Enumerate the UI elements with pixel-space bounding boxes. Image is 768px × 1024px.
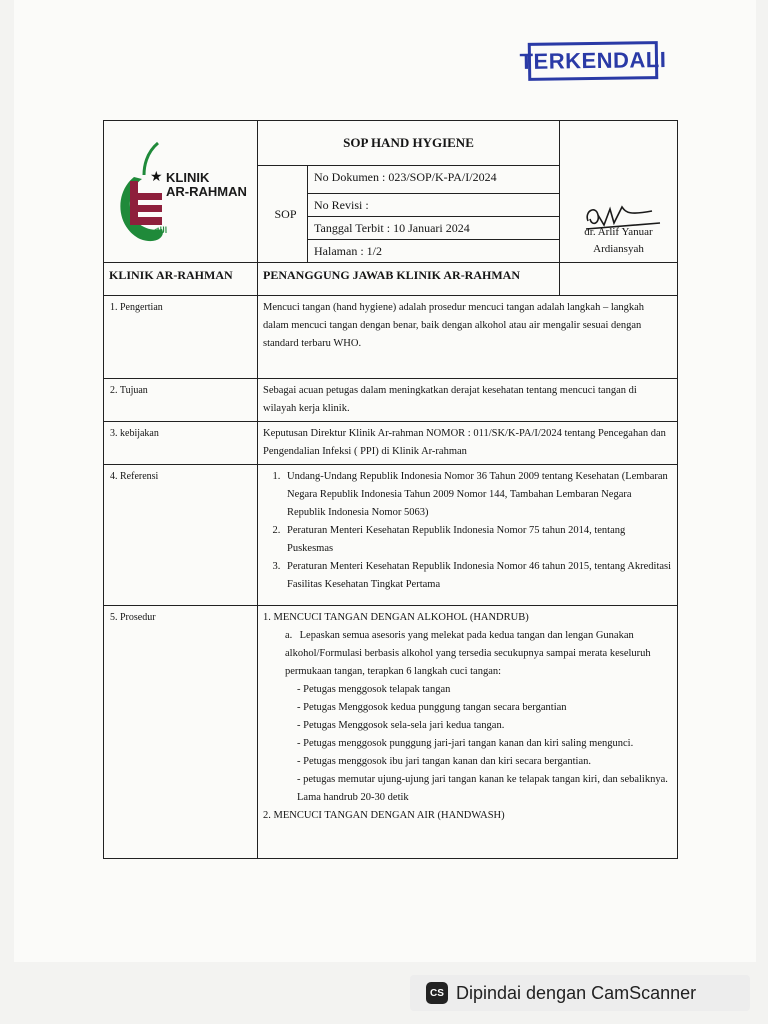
responsible-party: PENANGGUNG JAWAB KLINIK AR-RAHMAN bbox=[258, 263, 560, 296]
svg-text:★: ★ bbox=[150, 169, 163, 185]
camscanner-watermark bbox=[410, 975, 750, 1011]
signer-name: dr. Arlif Yanuar bbox=[584, 226, 653, 238]
logo-cell bbox=[104, 121, 258, 263]
logo-text-line2: AR-RAHMAN bbox=[166, 184, 247, 199]
sop-table bbox=[103, 120, 678, 859]
signature-continuation bbox=[560, 263, 678, 296]
handrub-step: - Petugas menggosok punggung jari-jari tangan kanan dan kiri saling mengunci. bbox=[297, 738, 634, 749]
procedure-step-a bbox=[263, 627, 672, 681]
handrub-step: - Petugas menggosok ibu jari tangan kanan dan kiri secara bergantian. bbox=[297, 756, 592, 767]
section-text-referensi bbox=[258, 465, 678, 606]
clinic-name: KLINIK AR-RAHMAN bbox=[104, 263, 258, 296]
procedure-heading-handwash: 2. MENCUCI TANGAN DENGAN AIR (HANDWASH) bbox=[263, 810, 505, 821]
sop-title: SOP HAND HYGIENE bbox=[258, 121, 560, 166]
signature-cell bbox=[560, 121, 678, 263]
reference-item: 1. Undang-Undang Republik Indonesia Nomor 36 Tahun 2009 tentang Kesehatan (Lembaran Negara Republik Indonesia Tahun 2009 Nomor 144, Tambahan Lembaran Negara Republik Indonesia Nomor 5063) bbox=[283, 468, 672, 522]
section-text-kebijakan: Keputusan Direktur Klinik Ar-rahman NOMOR : 011/SK/K-PA/I/2024 tentang Pencegahan dan Pengendalian Infeksi ( PPI) di Klinik Ar-rahman bbox=[258, 422, 678, 465]
handrub-steps bbox=[263, 681, 672, 807]
issue-date: Tanggal Terbit : 10 Januari 2024 bbox=[308, 217, 560, 240]
procedure-step-a-marker: a. bbox=[285, 630, 293, 641]
camscanner-icon: CS bbox=[426, 982, 448, 1004]
clinic-logo bbox=[112, 141, 250, 252]
section-text-pengertian: Mencuci tangan (hand hygiene) adalah prosedur mencuci tangan adalah langkah – langkah dalam mencuci tangan dengan benar, baik dengan alkohol atau air mengalir sesuai dengan standard terbaru WHO. bbox=[258, 296, 678, 379]
handrub-step: - Petugas menggosok telapak tangan bbox=[297, 684, 451, 695]
revision-number: No Revisi : bbox=[308, 194, 560, 217]
section-label-pengertian: 1. Pengertian bbox=[104, 296, 258, 379]
section-text-tujuan: Sebagai acuan petugas dalam meningkatkan derajat kesehatan tentang mencuci tangan di wilayah kerja klinik. bbox=[258, 379, 678, 422]
section-label-prosedur: 5. Prosedur bbox=[104, 606, 258, 859]
handrub-step: - Petugas Menggosok kedua punggung tangan secara bergantian bbox=[297, 702, 567, 713]
camscanner-text: Dipindai dengan CamScanner bbox=[456, 982, 697, 1003]
section-label-tujuan: 2. Tujuan bbox=[104, 379, 258, 422]
handrub-step: - Petugas Menggosok sela-sela jari kedua tangan. bbox=[297, 720, 505, 731]
sop-label: SOP bbox=[258, 166, 308, 263]
reference-item: 2. Peraturan Menteri Kesehatan Republik Indonesia Nomor 75 tahun 2014, tentang Puskesmas bbox=[283, 522, 672, 558]
controlled-stamp: TERKENDALI bbox=[528, 41, 659, 81]
logo-text-line1: KLINIK bbox=[166, 170, 210, 185]
signer-surname: Ardiansyah bbox=[593, 243, 644, 255]
reference-item: 3. Peraturan Menteri Kesehatan Republik Indonesia Nomor 46 tahun 2015, tentang Akreditasi Fasilitas Kesehatan Tingkat Pertama bbox=[283, 558, 672, 594]
svg-text:ﷲ: ﷲ bbox=[154, 223, 161, 236]
section-label-kebijakan: 3. kebijakan bbox=[104, 422, 258, 465]
handrub-step: - petugas memutar ujung-ujung jari tangan kanan ke telapak tangan kiri, dan sebaliknya. Lama handrub 20-30 detik bbox=[297, 774, 668, 803]
section-label-referensi: 4. Referensi bbox=[104, 465, 258, 606]
procedure-heading-handrub: 1. MENCUCI TANGAN DENGAN ALKOHOL (HANDRUB) bbox=[263, 612, 529, 623]
page-number: Halaman : 1/2 bbox=[308, 240, 560, 263]
procedure-step-a-text: Lepaskan semua asesoris yang melekat pada kedua tangan dan lengan Gunakan alkohol/Formulasi berbasis alkohol yang tersedia secukupnya sampai merata keseluruh permukaan tangan, terapkan 6 langkah cuci tangan: bbox=[285, 630, 651, 677]
section-text-prosedur bbox=[258, 606, 678, 859]
reference-list bbox=[263, 468, 672, 594]
doc-number: No Dokumen : 023/SOP/K-PA/I/2024 bbox=[308, 166, 560, 194]
